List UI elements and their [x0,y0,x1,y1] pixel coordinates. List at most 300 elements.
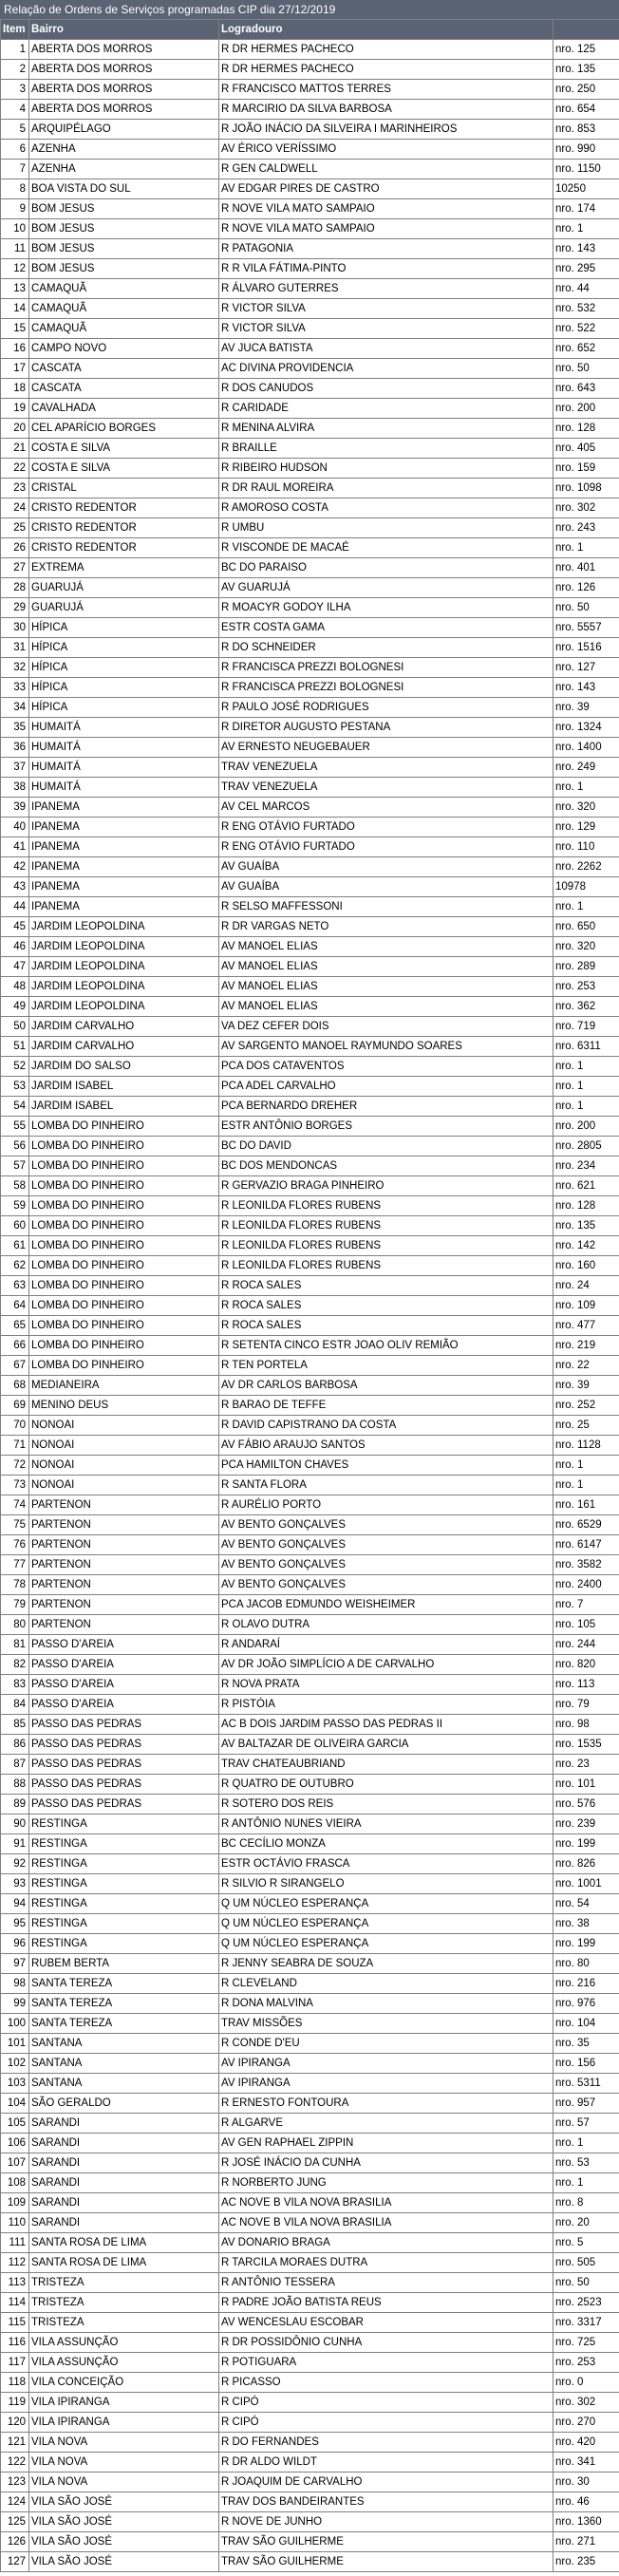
cell-numero: nro. 219 [553,1336,619,1356]
cell-item: 119 [1,2393,29,2413]
table-row [1,1057,619,1077]
cell-item: 77 [1,1555,29,1575]
cell-numero: nro. 174 [553,199,619,219]
cell-logradouro: R R VILA FÁTIMA-PINTO [219,259,553,279]
table-row [1,1456,619,1476]
cell-logradouro: R SILVIO R SIRANGELO [219,1874,553,1894]
cell-bairro: LOMBA DO PINHEIRO [29,1216,219,1236]
table-row [1,219,619,239]
cell-item: 30 [1,618,29,638]
cell-logradouro: R LEONILDA FLORES RUBENS [219,1256,553,1276]
table-row [1,1156,619,1176]
table-row [1,698,619,718]
cell-numero: nro. 362 [553,997,619,1017]
cell-numero: nro. 110 [553,837,619,857]
cell-logradouro: R JOSÉ INÁCIO DA CUNHA [219,2153,553,2173]
cell-item: 26 [1,538,29,558]
cell-bairro: VILA SÃO JOSÉ [29,2512,219,2532]
table-row [1,2253,619,2273]
cell-numero: nro. 652 [553,339,619,359]
cell-logradouro: AV DR JOÃO SIMPLÍCIO A DE CARVALHO [219,1655,553,1675]
cell-numero: nro. 1 [553,2173,619,2193]
cell-item: 60 [1,1216,29,1236]
cell-item: 115 [1,2313,29,2333]
cell-bairro: VILA SÃO JOSÉ [29,2552,219,2572]
cell-item: 7 [1,160,29,179]
cell-item: 91 [1,1834,29,1854]
cell-item: 98 [1,1974,29,1994]
cell-item: 69 [1,1396,29,1416]
cell-logradouro: R FRANCISCA PREZZI BOLOGNESI [219,678,553,698]
cell-bairro: IPANEMA [29,798,219,818]
cell-logradouro: R MENINA ALVIRA [219,419,553,439]
table-row [1,140,619,160]
table-row [1,1695,619,1715]
cell-bairro: SARANDI [29,2173,219,2193]
cell-numero: nro. 1 [553,2134,619,2153]
table-row [1,1954,619,1974]
cell-logradouro: R BARAO DE TEFFE [219,1396,553,1416]
cell-item: 107 [1,2153,29,2173]
cell-logradouro: TRAV SÃO GUILHERME [219,2532,553,2552]
cell-logradouro: AC DIVINA PROVIDENCIA [219,359,553,379]
cell-numero: nro. 235 [553,2552,619,2572]
cell-item: 118 [1,2373,29,2393]
cell-logradouro: AV MANOEL ELIAS [219,977,553,997]
cell-numero: nro. 1 [553,1057,619,1077]
cell-bairro: SANTANA [29,2034,219,2054]
cell-numero: nro. 302 [553,2393,619,2413]
table-row [1,1256,619,1276]
cell-numero: nro. 161 [553,1495,619,1515]
cell-logradouro: R PAULO JOSÉ RODRIGUES [219,698,553,718]
cell-numero: nro. 253 [553,2353,619,2373]
cell-numero: nro. 105 [553,1615,619,1635]
cell-numero: nro. 8 [553,2193,619,2213]
column-header-bairro: Bairro [29,20,219,40]
cell-numero: nro. 650 [553,917,619,937]
cell-bairro: CAMAQUÃ [29,319,219,339]
cell-bairro: CAMAQUÃ [29,299,219,319]
cell-numero: nro. 200 [553,399,619,419]
cell-numero: nro. 295 [553,259,619,279]
cell-bairro: SARANDI [29,2114,219,2134]
cell-item: 45 [1,917,29,937]
cell-item: 78 [1,1575,29,1595]
cell-numero: nro. 7 [553,1595,619,1615]
cell-logradouro: R VICTOR SILVA [219,319,553,339]
table-row [1,1097,619,1117]
table-row [1,2153,619,2173]
cell-bairro: SANTA ROSA DE LIMA [29,2253,219,2273]
table-row [1,977,619,997]
cell-bairro: HÍPICA [29,678,219,698]
cell-bairro: JARDIM ISABEL [29,1077,219,1097]
cell-numero: nro. 143 [553,678,619,698]
cell-bairro: JARDIM LEOPOLDINA [29,957,219,977]
cell-numero: nro. 113 [553,1675,619,1695]
cell-item: 87 [1,1755,29,1775]
table-row [1,957,619,977]
cell-bairro: VILA NOVA [29,2433,219,2453]
table-row [1,259,619,279]
cell-numero: nro. 270 [553,2413,619,2433]
cell-logradouro: R FRANCISCA PREZZI BOLOGNESI [219,658,553,678]
cell-numero: nro. 53 [553,2153,619,2173]
table-row [1,2054,619,2074]
cell-numero: nro. 1400 [553,738,619,758]
cell-item: 23 [1,479,29,498]
cell-logradouro: R MOACYR GODOY ILHA [219,598,553,618]
cell-bairro: HÍPICA [29,698,219,718]
orders-table [0,19,619,2572]
cell-numero: nro. 243 [553,518,619,538]
cell-item: 114 [1,2293,29,2313]
table-row [1,2074,619,2094]
cell-bairro: PASSO DAS PEDRAS [29,1755,219,1775]
cell-bairro: VILA NOVA [29,2473,219,2492]
cell-bairro: LOMBA DO PINHEIRO [29,1196,219,1216]
table-row [1,479,619,498]
cell-bairro: CASCATA [29,359,219,379]
cell-bairro: EXTREMA [29,558,219,578]
cell-numero: nro. 125 [553,40,619,60]
cell-numero: nro. 3317 [553,2313,619,2333]
cell-logradouro: R ÁLVARO GUTERRES [219,279,553,299]
cell-bairro: HUMAITÁ [29,778,219,798]
table-row [1,798,619,818]
cell-bairro: PASSO DAS PEDRAS [29,1795,219,1814]
cell-numero: nro. 80 [553,1954,619,1974]
cell-numero: nro. 30 [553,2473,619,2492]
cell-bairro: RESTINGA [29,1854,219,1874]
cell-logradouro: TRAV SÃO GUILHERME [219,2552,553,2572]
cell-numero: nro. 643 [553,379,619,399]
cell-bairro: RESTINGA [29,1834,219,1854]
cell-numero: nro. 23 [553,1755,619,1775]
cell-bairro: AZENHA [29,160,219,179]
cell-item: 35 [1,718,29,738]
cell-item: 90 [1,1814,29,1834]
cell-numero: nro. 522 [553,319,619,339]
cell-bairro: AZENHA [29,140,219,160]
table-row [1,1535,619,1555]
cell-logradouro: AV GEN RAPHAEL ZIPPIN [219,2134,553,2153]
table-row [1,2492,619,2512]
table-row [1,2433,619,2453]
cell-logradouro: R ROCA SALES [219,1296,553,1316]
table-row [1,818,619,837]
cell-item: 125 [1,2512,29,2532]
cell-bairro: VILA NOVA [29,2453,219,2473]
cell-logradouro: TRAV DOS BANDEIRANTES [219,2492,553,2512]
cell-numero: nro. 50 [553,598,619,618]
cell-numero: nro. 853 [553,120,619,140]
cell-numero: nro. 253 [553,977,619,997]
cell-bairro: IPANEMA [29,837,219,857]
cell-bairro: GUARUJÁ [29,578,219,598]
cell-logradouro: PCA JACOB EDMUNDO WEISHEIMER [219,1595,553,1615]
table-row [1,2552,619,2572]
cell-numero: nro. 200 [553,1117,619,1137]
cell-logradouro: R DR HERMES PACHECO [219,60,553,80]
cell-item: 75 [1,1515,29,1535]
cell-item: 126 [1,2532,29,2552]
cell-logradouro: AV MANOEL ELIAS [219,997,553,1017]
cell-numero: nro. 46 [553,2492,619,2512]
cell-item: 51 [1,1037,29,1057]
cell-logradouro: R DR RAUL MOREIRA [219,479,553,498]
cell-bairro: TRISTEZA [29,2293,219,2313]
cell-numero: nro. 289 [553,957,619,977]
cell-logradouro: R LEONILDA FLORES RUBENS [219,1216,553,1236]
cell-item: 117 [1,2353,29,2373]
cell-item: 13 [1,279,29,299]
cell-bairro: ABERTA DOS MORROS [29,100,219,120]
table-row [1,100,619,120]
cell-logradouro: R POTIGUARA [219,2353,553,2373]
cell-bairro: HÍPICA [29,638,219,658]
cell-numero: nro. 0 [553,2373,619,2393]
cell-numero: nro. 128 [553,1196,619,1216]
table-row [1,1196,619,1216]
cell-bairro: VILA ASSUNÇÃO [29,2353,219,2373]
cell-item: 56 [1,1137,29,1156]
cell-item: 20 [1,419,29,439]
cell-logradouro: R JOÃO INÁCIO DA SILVEIRA I MARINHEIROS [219,120,553,140]
cell-item: 120 [1,2413,29,2433]
cell-logradouro: R AMOROSO COSTA [219,498,553,518]
table-row [1,1715,619,1735]
cell-logradouro: AC NOVE B VILA NOVA BRASILIA [219,2193,553,2213]
cell-logradouro: TRAV CHATEAUBRIAND [219,1755,553,1775]
cell-bairro: CRISTO REDENTOR [29,538,219,558]
cell-logradouro: AV EDGAR PIRES DE CASTRO [219,179,553,199]
cell-item: 99 [1,1994,29,2014]
cell-bairro: LOMBA DO PINHEIRO [29,1156,219,1176]
cell-item: 68 [1,1376,29,1396]
cell-bairro: RESTINGA [29,1874,219,1894]
cell-numero: nro. 576 [553,1795,619,1814]
cell-numero: nro. 244 [553,1635,619,1655]
cell-logradouro: R DIRETOR AUGUSTO PESTANA [219,718,553,738]
cell-item: 18 [1,379,29,399]
cell-item: 105 [1,2114,29,2134]
table-row [1,2532,619,2552]
cell-numero: nro. 44 [553,279,619,299]
cell-numero: nro. 199 [553,1934,619,1954]
cell-item: 93 [1,1874,29,1894]
cell-bairro: SANTA TEREZA [29,1994,219,2014]
cell-logradouro: Q UM NÚCLEO ESPERANÇA [219,1914,553,1934]
cell-bairro: RESTINGA [29,1814,219,1834]
cell-item: 63 [1,1276,29,1296]
cell-numero: nro. 725 [553,2333,619,2353]
cell-bairro: BOM JESUS [29,219,219,239]
cell-item: 112 [1,2253,29,2273]
cell-numero: nro. 128 [553,419,619,439]
cell-numero: nro. 104 [553,2014,619,2034]
table-row [1,758,619,778]
cell-logradouro: R PICASSO [219,2373,553,2393]
cell-bairro: TRISTEZA [29,2313,219,2333]
cell-item: 12 [1,259,29,279]
cell-logradouro: R TEN PORTELA [219,1356,553,1376]
header-row [1,20,619,40]
cell-item: 124 [1,2492,29,2512]
cell-bairro: JARDIM LEOPOLDINA [29,997,219,1017]
cell-logradouro: AV BENTO GONÇALVES [219,1575,553,1595]
cell-bairro: GUARUJÁ [29,598,219,618]
table-row [1,359,619,379]
table-row [1,618,619,638]
table-row [1,857,619,877]
cell-logradouro: Q UM NÚCLEO ESPERANÇA [219,1934,553,1954]
cell-bairro: JARDIM LEOPOLDINA [29,977,219,997]
table-row [1,1296,619,1316]
table-row [1,2034,619,2054]
cell-item: 42 [1,857,29,877]
cell-logradouro: Q UM NÚCLEO ESPERANÇA [219,1894,553,1914]
table-row [1,1476,619,1495]
cell-bairro: IPANEMA [29,818,219,837]
cell-numero: nro. 20 [553,2213,619,2233]
table-row [1,1416,619,1436]
cell-item: 121 [1,2433,29,2453]
cell-item: 24 [1,498,29,518]
cell-bairro: SANTANA [29,2054,219,2074]
cell-item: 81 [1,1635,29,1655]
table-row [1,1795,619,1814]
table-row [1,2114,619,2134]
cell-numero: nro. 654 [553,100,619,120]
table-row [1,1555,619,1575]
cell-logradouro: ESTR OCTÁVIO FRASCA [219,1854,553,1874]
cell-bairro: HUMAITÁ [29,738,219,758]
cell-numero: nro. 24 [553,1276,619,1296]
cell-item: 95 [1,1914,29,1934]
cell-item: 92 [1,1854,29,1874]
cell-numero: nro. 98 [553,1715,619,1735]
cell-bairro: LOMBA DO PINHEIRO [29,1176,219,1196]
cell-logradouro: R AURÉLIO PORTO [219,1495,553,1515]
table-row [1,1994,619,2014]
table-row [1,279,619,299]
cell-numero: nro. 135 [553,1216,619,1236]
cell-bairro: JARDIM LEOPOLDINA [29,917,219,937]
cell-numero: nro. 250 [553,80,619,100]
table-row [1,738,619,758]
cell-item: 55 [1,1117,29,1137]
table-row [1,2313,619,2333]
cell-numero: nro. 126 [553,578,619,598]
cell-bairro: JARDIM DO SALSO [29,1057,219,1077]
cell-item: 108 [1,2173,29,2193]
cell-numero: nro. 216 [553,1974,619,1994]
cell-item: 32 [1,658,29,678]
cell-bairro: HUMAITÁ [29,758,219,778]
cell-bairro: CRISTO REDENTOR [29,518,219,538]
table-row [1,678,619,698]
cell-logradouro: AV BENTO GONÇALVES [219,1555,553,1575]
cell-logradouro: R DR VARGAS NETO [219,917,553,937]
cell-bairro: VILA ASSUNÇÃO [29,2333,219,2353]
table-row [1,2233,619,2253]
cell-bairro: PASSO DAS PEDRAS [29,1735,219,1755]
cell-logradouro: R NORBERTO JUNG [219,2173,553,2193]
cell-logradouro: AV FÁBIO ARAUJO SANTOS [219,1436,553,1456]
table-row [1,897,619,917]
cell-numero: nro. 3582 [553,1555,619,1575]
cell-logradouro: R ANDARAÍ [219,1635,553,1655]
cell-bairro: IPANEMA [29,857,219,877]
table-row [1,179,619,199]
cell-bairro: SANTA TEREZA [29,2014,219,2034]
cell-bairro: JARDIM ISABEL [29,1097,219,1117]
cell-logradouro: PCA HAMILTON CHAVES [219,1456,553,1476]
cell-bairro: CAMPO NOVO [29,339,219,359]
cell-bairro: MENINO DEUS [29,1396,219,1416]
cell-item: 29 [1,598,29,618]
cell-item: 85 [1,1715,29,1735]
cell-numero: nro. 1 [553,1077,619,1097]
cell-logradouro: AV ERNESTO NEUGEBAUER [219,738,553,758]
cell-logradouro: R ALGARVE [219,2114,553,2134]
cell-numero: nro. 477 [553,1316,619,1336]
cell-numero: nro. 1 [553,219,619,239]
cell-bairro: COSTA E SILVA [29,459,219,479]
cell-logradouro: R LEONILDA FLORES RUBENS [219,1236,553,1256]
cell-bairro: RESTINGA [29,1914,219,1934]
cell-bairro: JARDIM CARVALHO [29,1037,219,1057]
cell-bairro: LOMBA DO PINHEIRO [29,1276,219,1296]
table-row [1,2353,619,2373]
cell-numero: nro. 1324 [553,718,619,738]
table-row [1,1675,619,1695]
cell-logradouro: R GERVAZIO BRAGA PINHEIRO [219,1176,553,1196]
cell-numero: nro. 271 [553,2532,619,2552]
table-row [1,2134,619,2153]
table-row [1,2213,619,2233]
cell-numero: nro. 826 [553,1854,619,1874]
cell-item: 84 [1,1695,29,1715]
table-row [1,1077,619,1097]
table-row [1,1376,619,1396]
cell-item: 17 [1,359,29,379]
table-row [1,459,619,479]
cell-item: 72 [1,1456,29,1476]
cell-bairro: LOMBA DO PINHEIRO [29,1117,219,1137]
cell-logradouro: AC B DOIS JARDIM PASSO DAS PEDRAS II [219,1715,553,1735]
cell-logradouro: ESTR ANTÔNIO BORGES [219,1117,553,1137]
cell-bairro: LOMBA DO PINHEIRO [29,1316,219,1336]
cell-numero: nro. 1535 [553,1735,619,1755]
table-row [1,2293,619,2313]
cell-logradouro: AV SARGENTO MANOEL RAYMUNDO SOARES [219,1037,553,1057]
cell-numero: nro. 532 [553,299,619,319]
cell-bairro: SANTA TEREZA [29,1974,219,1994]
cell-logradouro: R ENG OTÁVIO FURTADO [219,837,553,857]
cell-item: 65 [1,1316,29,1336]
cell-logradouro: R SANTA FLORA [219,1476,553,1495]
table-row [1,239,619,259]
cell-item: 25 [1,518,29,538]
table-row [1,837,619,857]
table-row [1,299,619,319]
cell-item: 116 [1,2333,29,2353]
table-row [1,339,619,359]
cell-numero: nro. 39 [553,698,619,718]
